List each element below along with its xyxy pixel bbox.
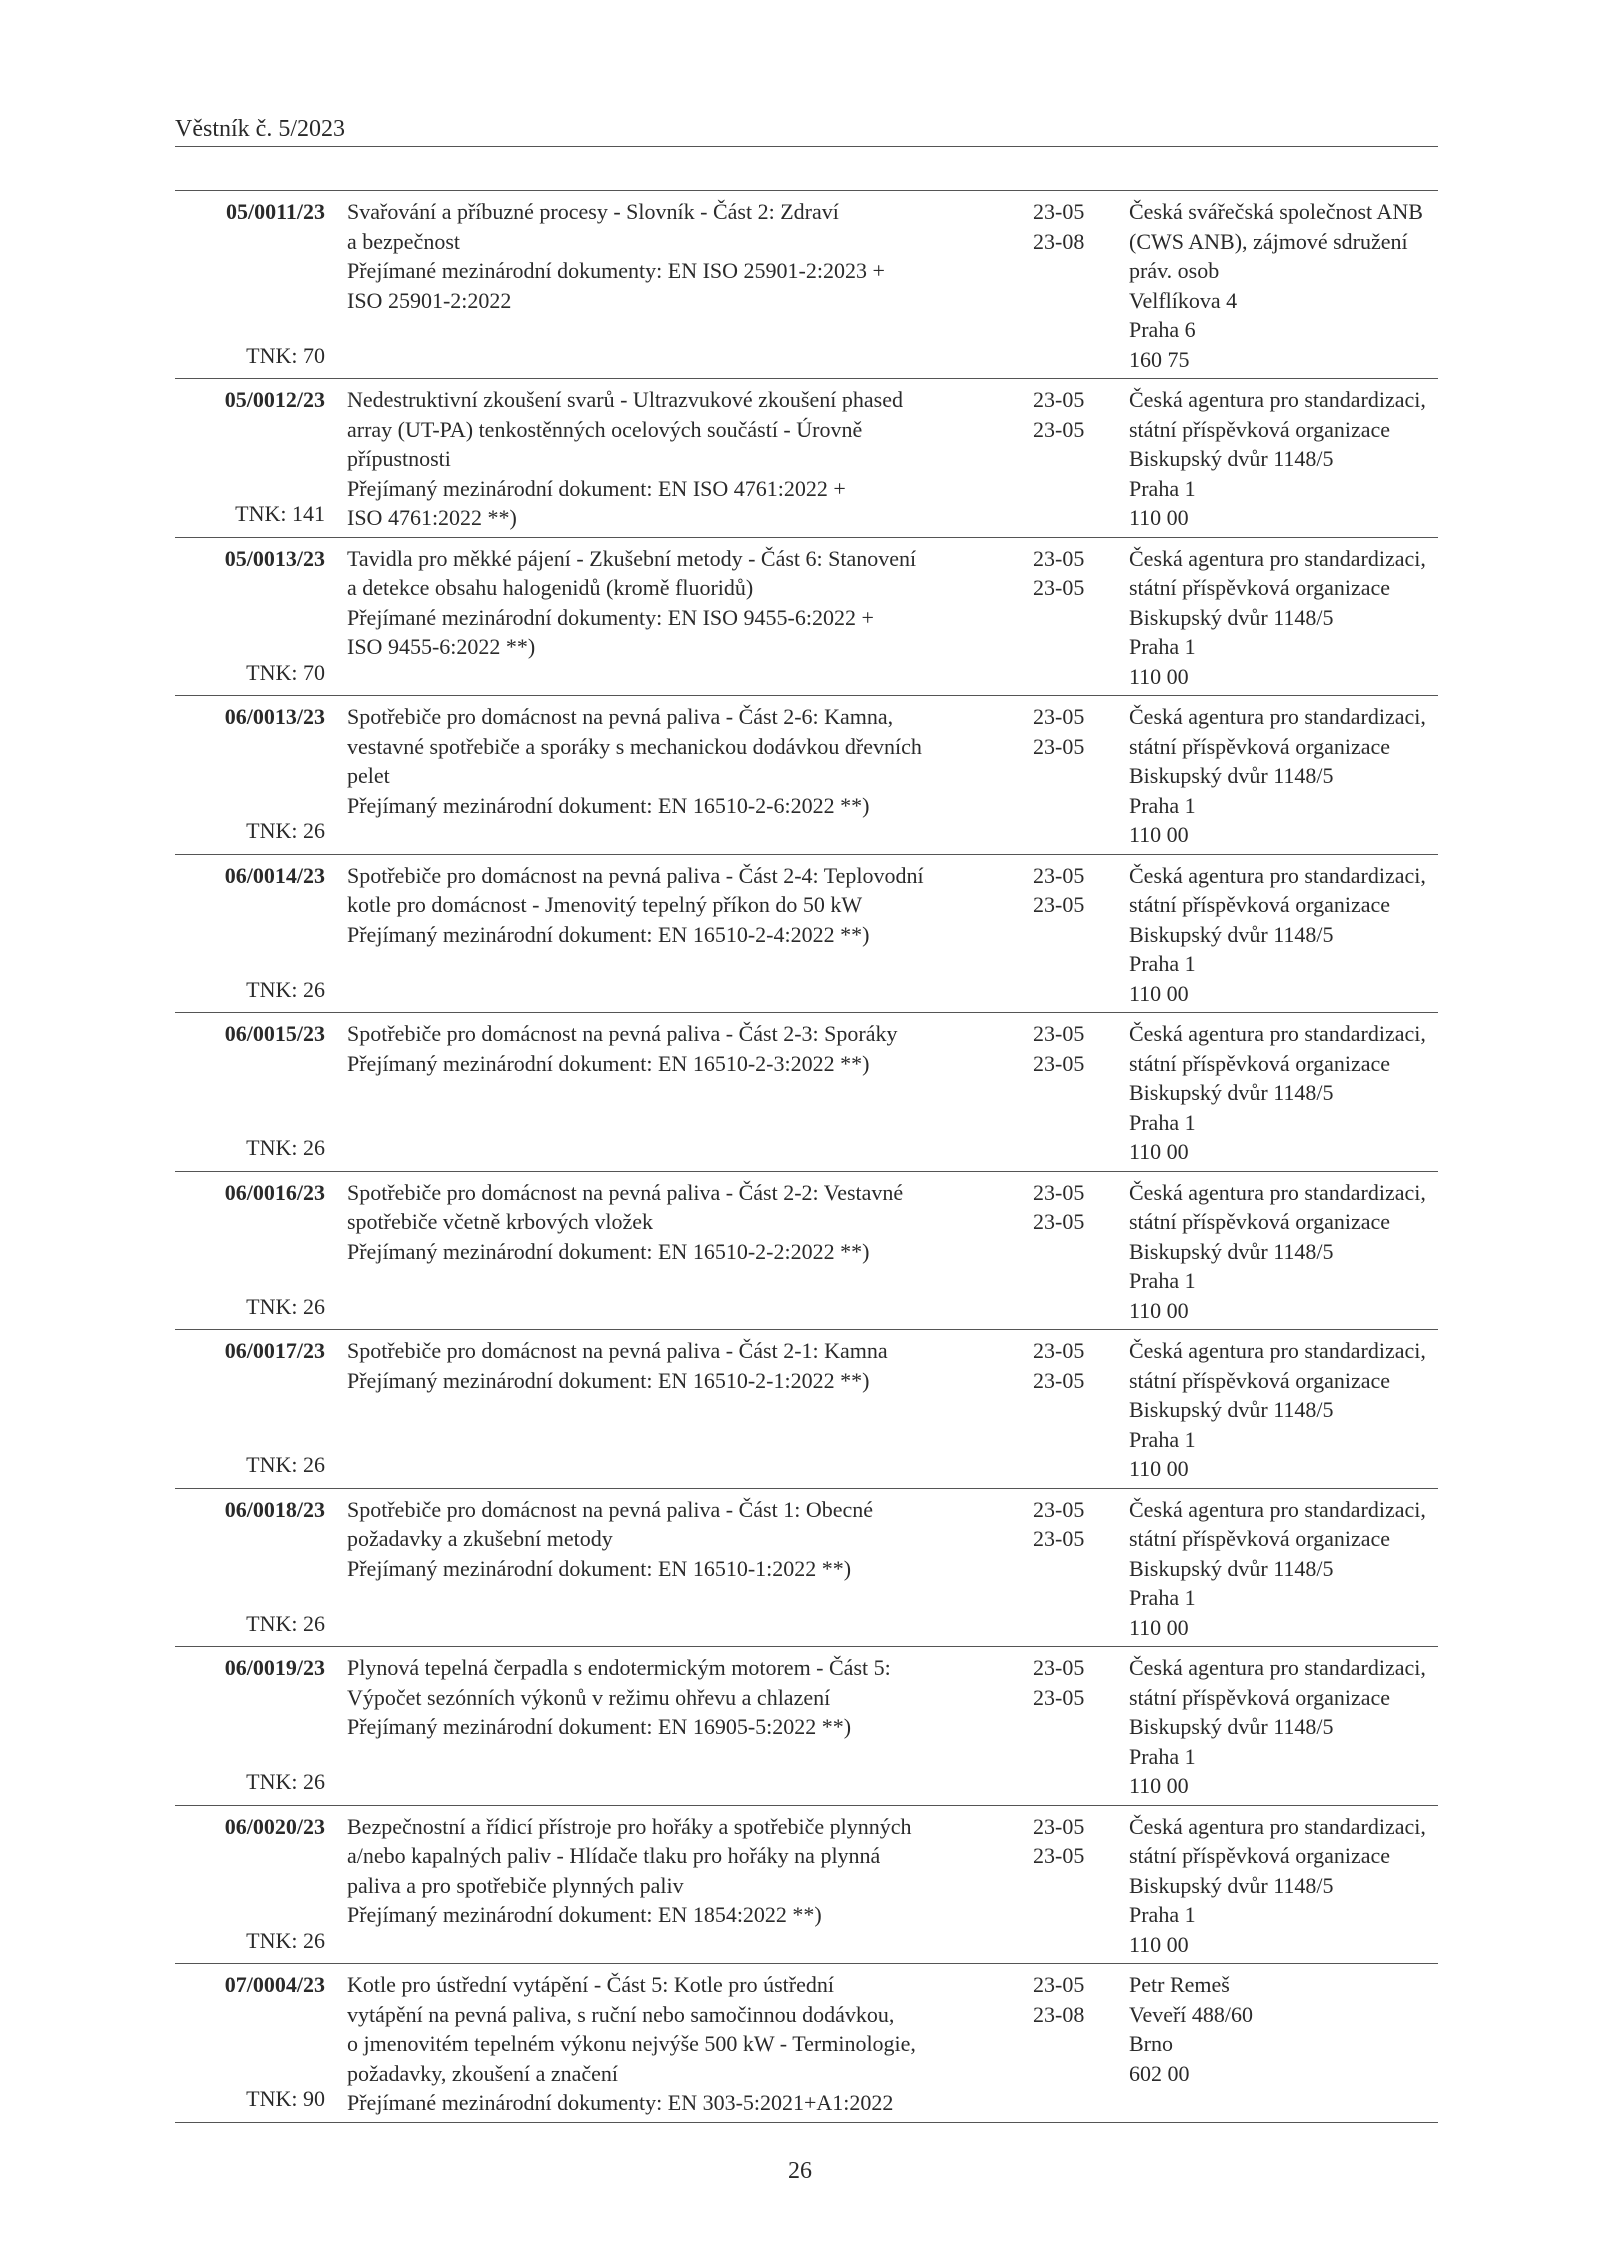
description-line: Přejímané mezinárodní dokumenty: EN ISO 25901-2:2023 + bbox=[347, 258, 885, 283]
entry-id-cell bbox=[175, 191, 325, 379]
entry-id-cell bbox=[175, 1171, 325, 1330]
date-value: 23-05 bbox=[1033, 892, 1085, 917]
date-value: 23-05 bbox=[1033, 199, 1085, 224]
entry-dates-cell bbox=[1033, 537, 1125, 696]
description-line: Svařování a příbuzné procesy - Slovník - Část 2: Zdraví bbox=[347, 199, 839, 224]
entry-id-cell bbox=[175, 1330, 325, 1489]
date-value: 23-05 bbox=[1033, 416, 1085, 442]
description-line: Spotřebiče pro domácnost na pevná paliva - Část 1: Obecné bbox=[347, 1496, 874, 1522]
page-header bbox=[175, 108, 1438, 147]
organization-line: Petr Remeš bbox=[1129, 1972, 1230, 1997]
entry-number: 07/0004/23 bbox=[224, 1972, 325, 1997]
description-line: Přejímaný mezinárodní dokument: EN 16905-5:2022 **) bbox=[347, 1714, 852, 1739]
organization-line: Praha 1 bbox=[1129, 1268, 1196, 1293]
date-value: 23-05 bbox=[1033, 1021, 1085, 1046]
organization-line: 110 00 bbox=[1129, 822, 1189, 847]
organization-line: Česká svářečská společnost ANB bbox=[1129, 199, 1423, 224]
entry-organization-cell bbox=[1125, 1805, 1438, 1964]
description-line: Přejímaný mezinárodní dokument: EN ISO 4761:2022 + bbox=[347, 475, 846, 501]
date-value: 23-05 bbox=[1033, 1209, 1085, 1234]
organization-line: Česká agentura pro standardizaci, bbox=[1129, 704, 1426, 729]
entry-id-cell bbox=[175, 696, 325, 855]
organization-line: Česká agentura pro standardizaci, bbox=[1129, 387, 1426, 412]
organization-line: Biskupský dvůr 1148/5 bbox=[1129, 1397, 1334, 1422]
organization-line: Česká agentura pro standardizaci, bbox=[1129, 862, 1426, 888]
description-line: Přejímaný mezinárodní dokument: EN 16510-2-4:2022 **) bbox=[347, 921, 870, 947]
organization-line: 160 75 bbox=[1129, 346, 1190, 372]
entry-id-cell bbox=[175, 854, 325, 1013]
description-line: Přejímaný mezinárodní dokument: EN 16510-1:2022 **) bbox=[347, 1555, 852, 1581]
entry-number: 06/0019/23 bbox=[224, 1655, 325, 1680]
date-value: 23-05 bbox=[1033, 387, 1085, 412]
entry-number: 06/0016/23 bbox=[224, 1179, 325, 1205]
entry-description-cell bbox=[325, 1805, 1033, 1964]
organization-line: Biskupský dvůr 1148/5 bbox=[1129, 604, 1334, 630]
organization-line: Praha 1 bbox=[1129, 1585, 1196, 1610]
entry-dates-cell bbox=[1033, 854, 1125, 1013]
entry-dates-cell bbox=[1033, 1964, 1125, 2123]
standards-table-body bbox=[175, 191, 1438, 2123]
organization-line: Praha 1 bbox=[1129, 634, 1196, 659]
organization-line: Brno bbox=[1129, 2031, 1173, 2056]
entry-dates-cell bbox=[1033, 1330, 1125, 1489]
description-line: Nedestruktivní zkoušení svarů - Ultrazvukové zkoušení phased bbox=[347, 387, 903, 412]
date-value: 23-05 bbox=[1033, 1179, 1085, 1205]
page-number: 26 bbox=[788, 2158, 812, 2184]
entry-organization-cell bbox=[1125, 1488, 1438, 1647]
entry-number: 05/0013/23 bbox=[224, 545, 325, 571]
description-line: ISO 9455-6:2022 **) bbox=[347, 634, 536, 659]
organization-line: státní příspěvková organizace bbox=[1129, 416, 1391, 442]
organization-line: Biskupský dvůr 1148/5 bbox=[1129, 763, 1334, 788]
standard-entry-row bbox=[175, 1964, 1438, 2123]
entry-tnk: TNK: 70 bbox=[246, 342, 325, 368]
entry-tnk: TNK: 26 bbox=[246, 1927, 325, 1953]
entry-description-cell bbox=[325, 1964, 1033, 2123]
entry-organization-cell bbox=[1125, 1013, 1438, 1172]
date-value: 23-05 bbox=[1033, 1367, 1085, 1393]
standard-entry-row bbox=[175, 537, 1438, 696]
description-line: Přejímané mezinárodní dokumenty: EN 303-5:2021+A1:2022 bbox=[347, 2090, 894, 2115]
entry-description-cell bbox=[325, 191, 1033, 379]
entry-dates-cell bbox=[1033, 1805, 1125, 1964]
description-line: požadavky a zkušební metody bbox=[347, 1526, 613, 1551]
standard-entry-row bbox=[175, 854, 1438, 1013]
entry-organization-cell bbox=[1125, 537, 1438, 696]
organization-line: státní příspěvková organizace bbox=[1129, 1367, 1391, 1393]
description-line: Spotřebiče pro domácnost na pevná paliva - Část 2-2: Vestavné bbox=[347, 1179, 904, 1205]
description-line: paliva a pro spotřebiče plynných paliv bbox=[347, 1872, 684, 1898]
date-value: 23-05 bbox=[1033, 862, 1085, 888]
entry-dates-cell bbox=[1033, 1647, 1125, 1806]
organization-line: Biskupský dvůr 1148/5 bbox=[1129, 921, 1334, 947]
entry-number: 06/0015/23 bbox=[224, 1021, 325, 1046]
date-value: 23-05 bbox=[1033, 545, 1085, 571]
standard-entry-row bbox=[175, 379, 1438, 538]
entry-number: 06/0020/23 bbox=[224, 1813, 325, 1839]
description-line: Spotřebiče pro domácnost na pevná paliva - Část 2-4: Teplovodní bbox=[347, 862, 924, 888]
organization-line: Velflíkova 4 bbox=[1129, 287, 1238, 313]
entry-organization-cell bbox=[1125, 854, 1438, 1013]
date-value: 23-08 bbox=[1033, 2001, 1085, 2027]
entry-dates-cell bbox=[1033, 191, 1125, 379]
organization-line: státní příspěvková organizace bbox=[1129, 575, 1391, 600]
description-line: vestavné spotřebiče a sporáky s mechanickou dodávkou dřevních bbox=[347, 733, 922, 759]
journal-title: Věstník č. 5/2023 bbox=[175, 116, 345, 142]
entry-dates-cell bbox=[1033, 1171, 1125, 1330]
standard-entry-row bbox=[175, 1171, 1438, 1330]
entry-tnk: TNK: 26 bbox=[246, 1610, 325, 1636]
date-value: 23-05 bbox=[1033, 1526, 1085, 1551]
description-line: vytápění na pevná paliva, s ruční nebo samočinnou dodávkou, bbox=[347, 2001, 895, 2027]
description-line: a detekce obsahu halogenidů (kromě fluoridů) bbox=[347, 575, 754, 600]
description-line: Kotle pro ústřední vytápění - Část 5: Kotle pro ústřední bbox=[347, 1972, 834, 1997]
entry-tnk: TNK: 26 bbox=[246, 1769, 325, 1794]
entry-description-cell bbox=[325, 1171, 1033, 1330]
entry-number: 06/0013/23 bbox=[224, 704, 325, 729]
description-line: o jmenovitém tepelném výkonu nejvýše 500 kW - Terminologie, bbox=[347, 2031, 916, 2056]
standard-entry-row bbox=[175, 1330, 1438, 1489]
entry-organization-cell bbox=[1125, 1330, 1438, 1489]
organization-line: Biskupský dvůr 1148/5 bbox=[1129, 1238, 1334, 1264]
description-line: Tavidla pro měkké pájení - Zkušební metody - Část 6: Stanovení bbox=[347, 545, 917, 571]
entry-tnk: TNK: 26 bbox=[246, 1293, 325, 1319]
standard-entry-row bbox=[175, 1488, 1438, 1647]
date-value: 23-05 bbox=[1033, 704, 1085, 729]
organization-line: státní příspěvková organizace bbox=[1129, 1684, 1391, 1710]
entry-number: 05/0012/23 bbox=[224, 387, 325, 412]
entry-tnk: TNK: 70 bbox=[246, 659, 325, 685]
entry-description-cell bbox=[325, 379, 1033, 538]
organization-line: státní příspěvková organizace bbox=[1129, 733, 1391, 759]
description-line: Výpočet sezónních výkonů v režimu ohřevu a chlazení bbox=[347, 1684, 831, 1710]
entry-description-cell bbox=[325, 1013, 1033, 1172]
entry-number: 06/0018/23 bbox=[224, 1496, 325, 1522]
entry-id-cell bbox=[175, 379, 325, 538]
organization-line: Česká agentura pro standardizaci, bbox=[1129, 1338, 1426, 1363]
organization-line: 110 00 bbox=[1129, 1297, 1189, 1323]
entry-organization-cell bbox=[1125, 696, 1438, 855]
organization-line: 110 00 bbox=[1129, 1931, 1189, 1957]
organization-line: 110 00 bbox=[1129, 980, 1189, 1006]
organization-line: Praha 1 bbox=[1129, 1743, 1196, 1769]
entry-description-cell bbox=[325, 1647, 1033, 1806]
entry-id-cell bbox=[175, 1647, 325, 1806]
entry-tnk: TNK: 141 bbox=[235, 501, 325, 526]
date-value: 23-05 bbox=[1033, 1050, 1085, 1076]
description-line: spotřebiče včetně krbových vložek bbox=[347, 1209, 654, 1234]
organization-line: Veveří 488/60 bbox=[1129, 2001, 1254, 2027]
entry-id-cell bbox=[175, 1488, 325, 1647]
organization-line: (CWS ANB), zájmové sdružení bbox=[1129, 228, 1408, 254]
organization-line: Česká agentura pro standardizaci, bbox=[1129, 1813, 1426, 1839]
entry-dates-cell bbox=[1033, 1488, 1125, 1647]
organization-line: Česká agentura pro standardizaci, bbox=[1129, 1496, 1426, 1522]
organization-line: Praha 1 bbox=[1129, 475, 1196, 501]
description-line: pelet bbox=[347, 763, 390, 788]
entry-description-cell bbox=[325, 1330, 1033, 1489]
organization-line: Biskupský dvůr 1148/5 bbox=[1129, 1555, 1334, 1581]
organization-line: Praha 1 bbox=[1129, 1109, 1196, 1135]
date-value: 23-05 bbox=[1033, 1843, 1085, 1868]
organization-line: Česká agentura pro standardizaci, bbox=[1129, 1021, 1426, 1046]
entry-id-cell bbox=[175, 1013, 325, 1172]
organization-line: státní příspěvková organizace bbox=[1129, 1526, 1391, 1551]
organization-line: Praha 1 bbox=[1129, 951, 1196, 976]
organization-line: Praha 6 bbox=[1129, 317, 1196, 342]
organization-line: 602 00 bbox=[1129, 2060, 1190, 2086]
entry-organization-cell bbox=[1125, 191, 1438, 379]
description-line: Plynová tepelná čerpadla s endotermickým motorem - Část 5: bbox=[347, 1655, 891, 1680]
organization-line: Praha 1 bbox=[1129, 1902, 1196, 1927]
date-value: 23-05 bbox=[1033, 733, 1085, 759]
description-line: ISO 25901-2:2022 bbox=[347, 287, 512, 313]
organization-line: státní příspěvková organizace bbox=[1129, 1209, 1391, 1234]
organization-line: 110 00 bbox=[1129, 663, 1189, 689]
organization-line: Česká agentura pro standardizaci, bbox=[1129, 1655, 1426, 1680]
entry-dates-cell bbox=[1033, 379, 1125, 538]
entry-description-cell bbox=[325, 854, 1033, 1013]
organization-line: Biskupský dvůr 1148/5 bbox=[1129, 1080, 1334, 1105]
organization-line: 110 00 bbox=[1129, 1456, 1189, 1481]
entry-id-cell bbox=[175, 537, 325, 696]
entry-dates-cell bbox=[1033, 696, 1125, 855]
organization-line: 110 00 bbox=[1129, 1614, 1189, 1640]
organization-line: Biskupský dvůr 1148/5 bbox=[1129, 1872, 1334, 1898]
entry-tnk: TNK: 26 bbox=[246, 1452, 325, 1477]
standard-entry-row bbox=[175, 1013, 1438, 1172]
entry-description-cell bbox=[325, 1488, 1033, 1647]
description-line: a/nebo kapalných paliv - Hlídače tlaku pro hořáky na plynná bbox=[347, 1843, 881, 1868]
entry-organization-cell bbox=[1125, 1171, 1438, 1330]
date-value: 23-05 bbox=[1033, 1338, 1085, 1363]
description-line: Přejímaný mezinárodní dokument: EN 16510-2-2:2022 **) bbox=[347, 1238, 870, 1264]
organization-line: státní příspěvková organizace bbox=[1129, 892, 1391, 917]
organization-line: Biskupský dvůr 1148/5 bbox=[1129, 1714, 1334, 1739]
date-value: 23-05 bbox=[1033, 575, 1085, 600]
entry-number: 06/0017/23 bbox=[224, 1338, 325, 1363]
date-value: 23-05 bbox=[1033, 1813, 1085, 1839]
organization-line: Česká agentura pro standardizaci, bbox=[1129, 1179, 1426, 1205]
date-value: 23-05 bbox=[1033, 1496, 1085, 1522]
description-line: Bezpečnostní a řídicí přístroje pro hořáky a spotřebiče plynných bbox=[347, 1813, 912, 1839]
description-line: Přejímaný mezinárodní dokument: EN 16510-2-3:2022 **) bbox=[347, 1050, 870, 1076]
standard-entry-row bbox=[175, 1647, 1438, 1806]
description-line: Přejímaný mezinárodní dokument: EN 1854:2022 **) bbox=[347, 1902, 822, 1927]
entry-organization-cell bbox=[1125, 379, 1438, 538]
date-value: 23-05 bbox=[1033, 1655, 1085, 1680]
standard-entry-row bbox=[175, 191, 1438, 379]
entry-description-cell bbox=[325, 537, 1033, 696]
description-line: a bezpečnost bbox=[347, 228, 460, 254]
description-line: Spotřebiče pro domácnost na pevná paliva - Část 2-1: Kamna bbox=[347, 1338, 888, 1363]
organization-line: práv. osob bbox=[1129, 258, 1220, 283]
standards-table bbox=[175, 190, 1438, 2123]
organization-line: státní příspěvková organizace bbox=[1129, 1050, 1391, 1076]
standard-entry-row bbox=[175, 696, 1438, 855]
date-value: 23-05 bbox=[1033, 1972, 1085, 1997]
description-line: kotle pro domácnost - Jmenovitý tepelný příkon do 50 kW bbox=[347, 892, 863, 917]
organization-line: 110 00 bbox=[1129, 1773, 1189, 1798]
organization-line: Biskupský dvůr 1148/5 bbox=[1129, 446, 1334, 471]
entry-tnk: TNK: 26 bbox=[246, 1135, 325, 1160]
description-line: ISO 4761:2022 **) bbox=[347, 505, 517, 530]
description-line: Spotřebiče pro domácnost na pevná paliva - Část 2-6: Kamna, bbox=[347, 704, 894, 729]
description-line: Přejímaný mezinárodní dokument: EN 16510-2-6:2022 **) bbox=[347, 792, 870, 818]
entry-organization-cell bbox=[1125, 1964, 1438, 2123]
entry-id-cell bbox=[175, 1805, 325, 1964]
entry-number: 05/0011/23 bbox=[225, 199, 325, 224]
entry-tnk: TNK: 26 bbox=[246, 976, 325, 1002]
description-line: Spotřebiče pro domácnost na pevná paliva - Část 2-3: Sporáky bbox=[347, 1021, 898, 1046]
organization-line: Praha 1 bbox=[1129, 1426, 1196, 1452]
entry-description-cell bbox=[325, 696, 1033, 855]
entry-organization-cell bbox=[1125, 1647, 1438, 1806]
entry-tnk: TNK: 90 bbox=[246, 2086, 325, 2111]
organization-line: 110 00 bbox=[1129, 1139, 1189, 1164]
date-value: 23-08 bbox=[1033, 228, 1085, 254]
date-value: 23-05 bbox=[1033, 1684, 1085, 1710]
organization-line: 110 00 bbox=[1129, 505, 1189, 530]
entry-dates-cell bbox=[1033, 1013, 1125, 1172]
description-line: array (UT-PA) tenkostěnných ocelových součástí - Úrovně bbox=[347, 416, 863, 442]
entry-id-cell bbox=[175, 1964, 325, 2123]
organization-line: Praha 1 bbox=[1129, 792, 1196, 818]
description-line: požadavky, zkoušení a značení bbox=[347, 2060, 619, 2086]
organization-line: Česká agentura pro standardizaci, bbox=[1129, 545, 1426, 571]
description-line: přípustnosti bbox=[347, 446, 451, 471]
entry-tnk: TNK: 26 bbox=[246, 818, 325, 843]
entry-number: 06/0014/23 bbox=[224, 862, 325, 888]
description-line: Přejímané mezinárodní dokumenty: EN ISO 9455-6:2022 + bbox=[347, 604, 874, 630]
standard-entry-row bbox=[175, 1805, 1438, 1964]
description-line: Přejímaný mezinárodní dokument: EN 16510-2-1:2022 **) bbox=[347, 1367, 870, 1393]
organization-line: státní příspěvková organizace bbox=[1129, 1843, 1391, 1868]
